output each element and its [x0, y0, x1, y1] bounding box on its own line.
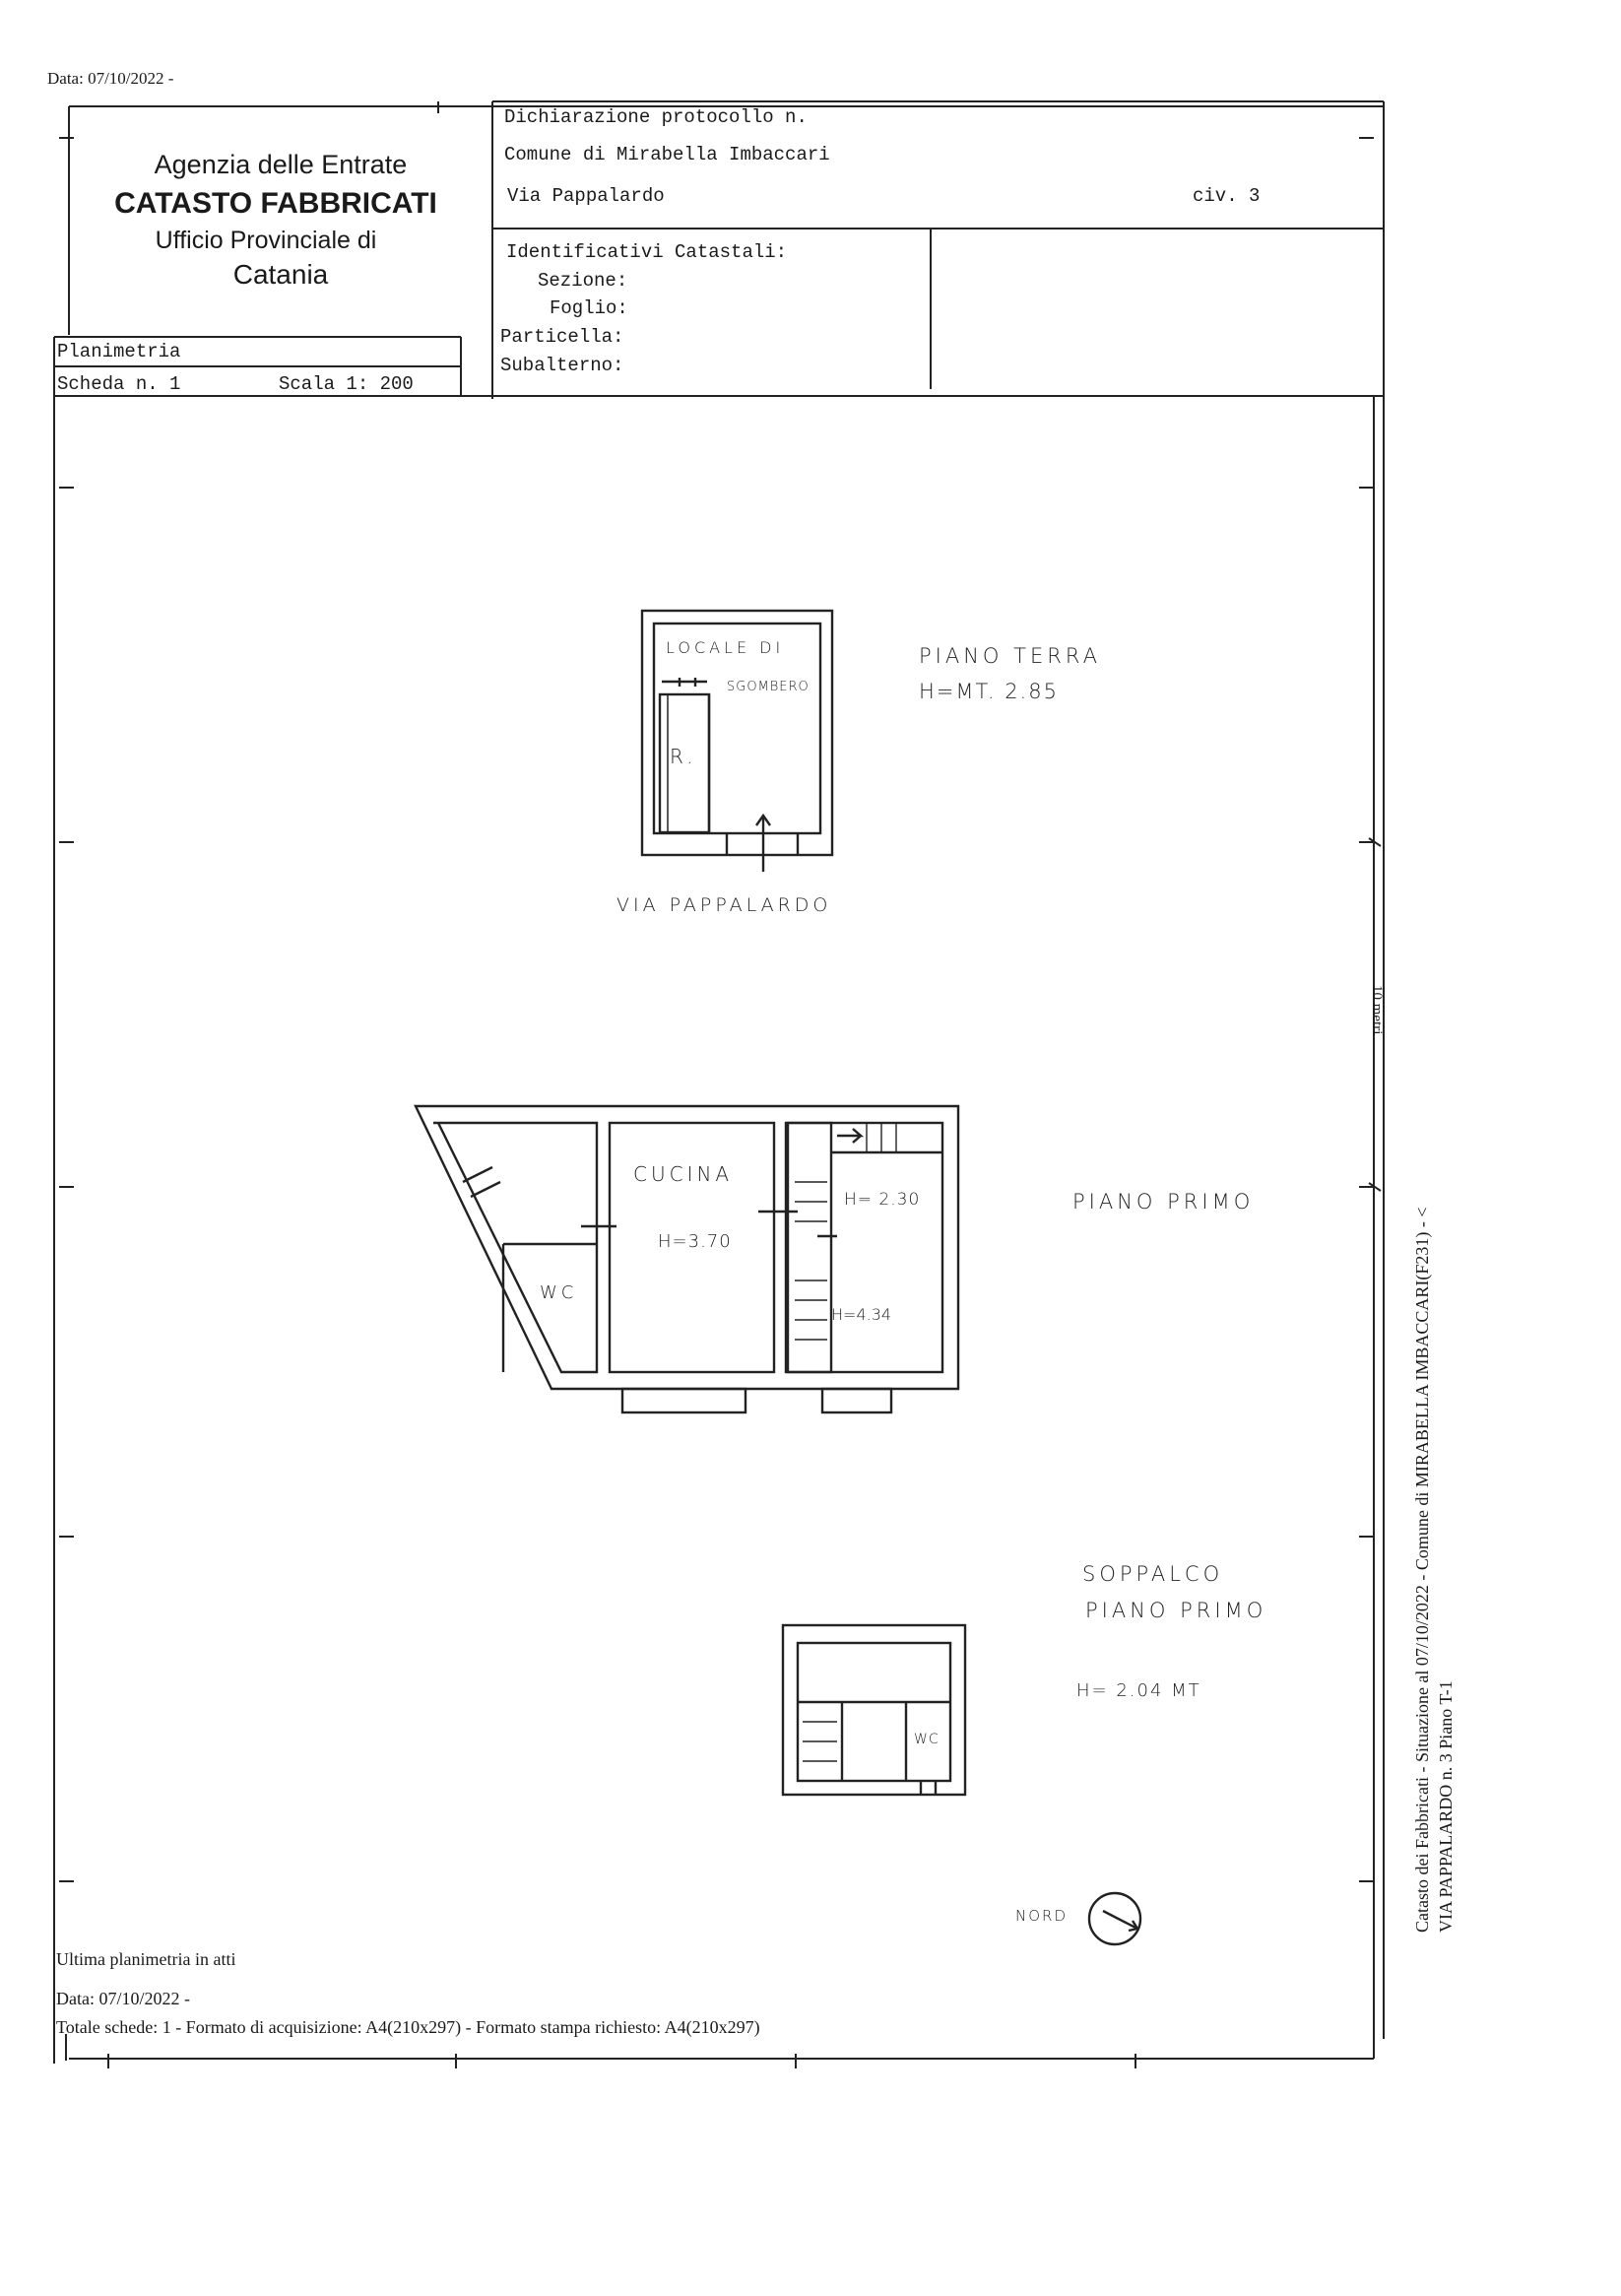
- foglio-label: Foglio:: [550, 297, 628, 319]
- street-drawing-label: VIA PAPPALARDO: [616, 894, 832, 916]
- ground-floor-height: H=MT. 2.85: [919, 680, 1059, 703]
- ground-room-label-2: SGOMBERO: [727, 680, 810, 694]
- kitchen-height: H=3.70: [658, 1231, 732, 1252]
- street-label: Via Pappalardo: [507, 185, 665, 207]
- mezzanine-height: H= 2.04 MT: [1076, 1680, 1201, 1701]
- side-note-line-1: Catasto dei Fabbricati - Situazione al 07/10/2022 - Comune di MIRABELLA IMBACCARI(F231) - <: [1412, 1207, 1432, 1933]
- first-floor-title: PIANO PRIMO: [1072, 1190, 1255, 1214]
- north-arrow-icon: [1089, 1893, 1140, 1944]
- ground-room-label: LOCALE DI: [666, 638, 785, 657]
- scale-bar-label: 10 metri: [1369, 985, 1385, 1035]
- storage-r-label: R.: [670, 745, 697, 768]
- civic-number: civ. 3: [1193, 185, 1261, 207]
- print-date: Data: 07/10/2022 -: [47, 69, 174, 88]
- sezione-label: Sezione:: [538, 270, 628, 292]
- room-height-1: H= 2.30: [844, 1190, 921, 1210]
- scheda-label: Scheda n. 1: [57, 373, 181, 395]
- subalterno-label: Subalterno:: [500, 355, 624, 376]
- identifiers-title: Identificativi Catastali:: [506, 241, 788, 263]
- last-plan-note: Ultima planimetria in atti: [56, 1949, 236, 1969]
- side-note-line-2: VIA PAPPALARDO n. 3 Piano T-1: [1436, 1680, 1456, 1933]
- protocol-number-label: Dichiarazione protocollo n.: [504, 106, 808, 128]
- comune-label: Comune di Mirabella Imbaccari: [504, 144, 830, 165]
- mezzanine-plan: [783, 1625, 965, 1795]
- planimetria-label: Planimetria: [57, 341, 181, 362]
- sheet-total-info: Totale schede: 1 - Formato di acquisizione: A4(210x297) - Formato stampa richiesto: A4(210x297): [56, 2017, 760, 2037]
- kitchen-label: CUCINA: [633, 1162, 734, 1186]
- scale-label: Scala 1: 200: [279, 373, 414, 395]
- north-label: NORD: [1015, 1907, 1068, 1925]
- agency-name: Agenzia delle Entrate: [154, 150, 408, 179]
- footer-date: Data: 07/10/2022 -: [56, 1989, 190, 2008]
- ground-floor-title: PIANO TERRA: [919, 644, 1101, 668]
- mezzanine-wc-label: WC: [914, 1732, 940, 1747]
- mezzanine-title: SOPPALCO: [1082, 1562, 1224, 1586]
- catasto-title: CATASTO FABBRICATI: [114, 187, 437, 220]
- wc-label: WC: [540, 1282, 578, 1303]
- office-label: Ufficio Provinciale di: [155, 227, 377, 254]
- particella-label: Particella:: [500, 326, 624, 348]
- first-floor-plan: [416, 1106, 958, 1412]
- room-height-2: H=4.34: [831, 1305, 892, 1324]
- province-name: Catania: [232, 259, 329, 290]
- mezzanine-floor-title: PIANO PRIMO: [1085, 1599, 1267, 1622]
